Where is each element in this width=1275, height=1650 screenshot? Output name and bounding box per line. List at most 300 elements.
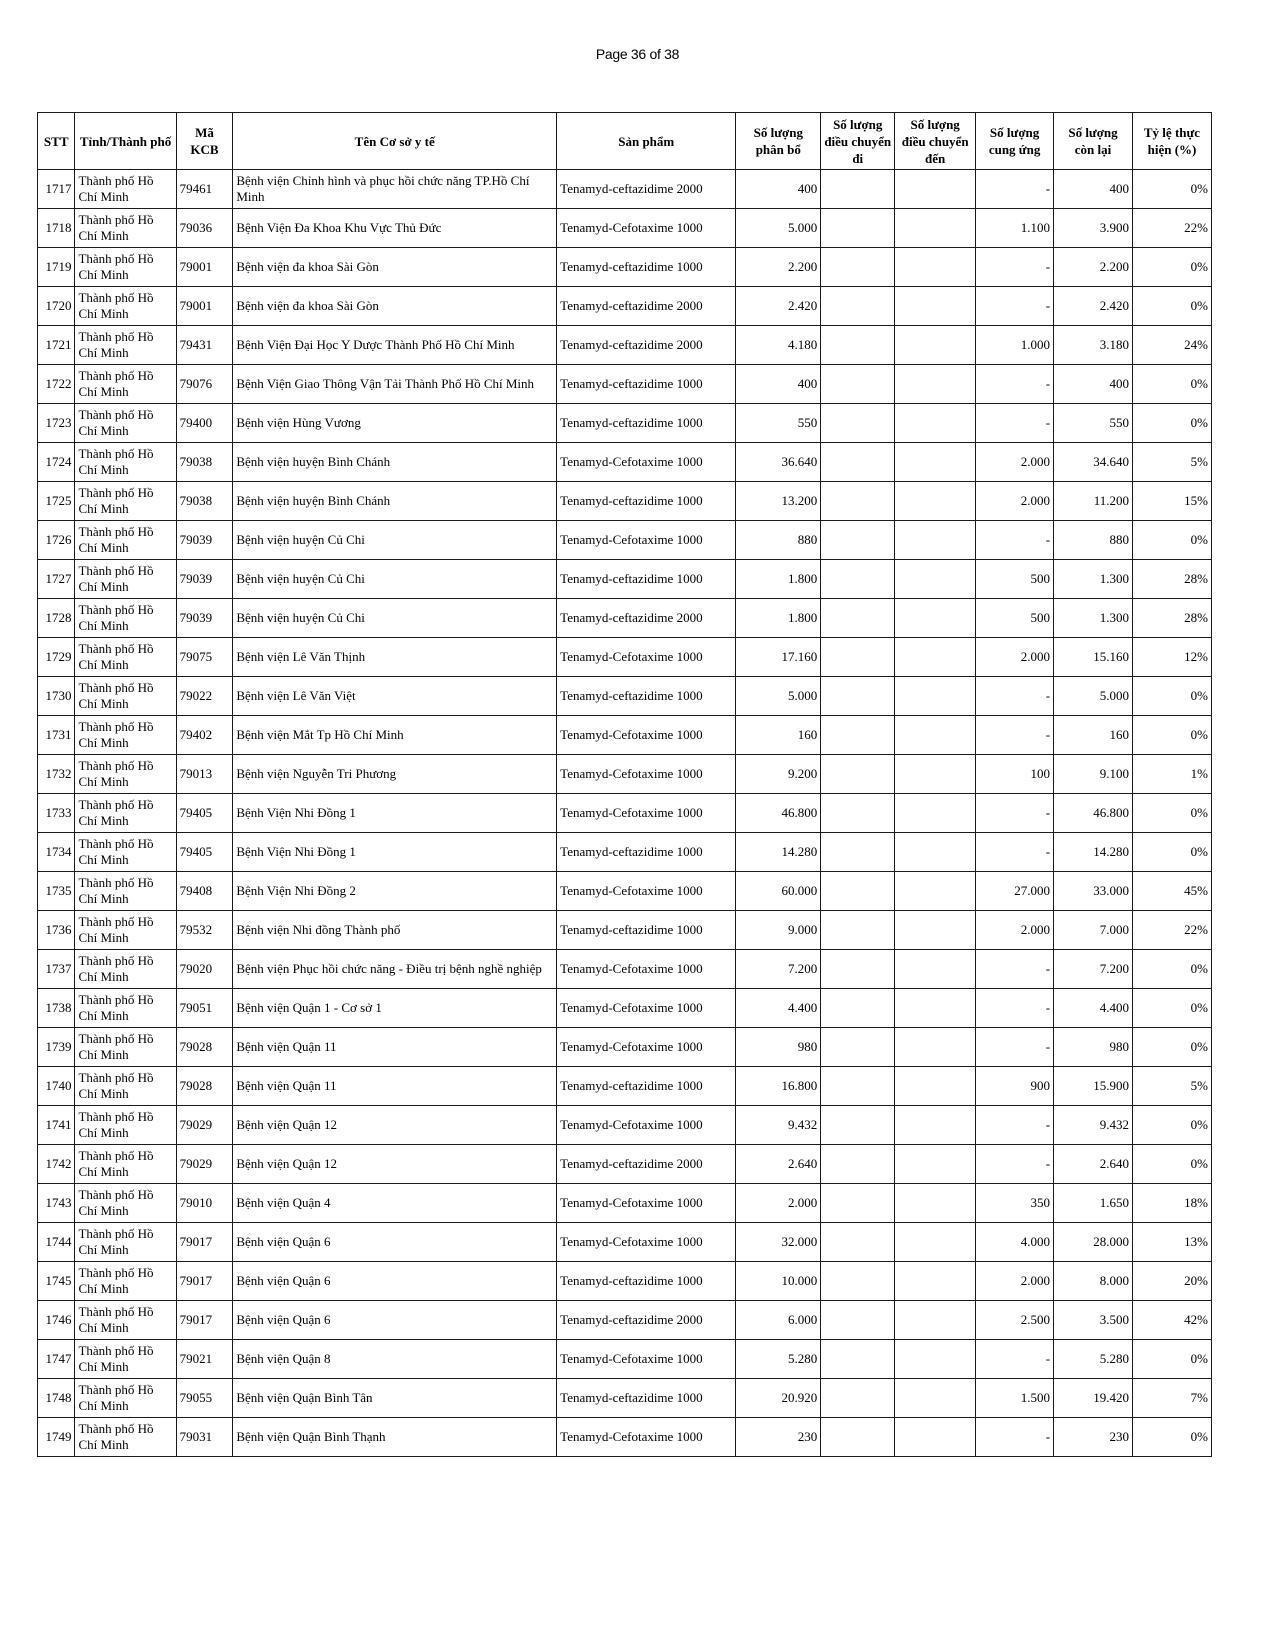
row-remaining: 1.650 xyxy=(1054,1184,1133,1223)
row-transfer-in xyxy=(895,872,976,911)
row-rate: 0% xyxy=(1132,677,1211,716)
row-stt: 1727 xyxy=(38,560,75,599)
table-row xyxy=(38,833,1212,872)
row-facility-name: Bệnh Viện Nhi Đồng 1 xyxy=(233,794,557,833)
row-transfer-out xyxy=(821,1028,895,1067)
row-transfer-out xyxy=(821,404,895,443)
allocation-table xyxy=(37,112,1212,1457)
table-row xyxy=(38,1028,1212,1067)
table-row xyxy=(38,404,1212,443)
row-stt: 1728 xyxy=(38,599,75,638)
row-allocated: 16.800 xyxy=(736,1067,821,1106)
row-transfer-in xyxy=(895,638,976,677)
row-code: 79036 xyxy=(176,209,233,248)
row-facility-name: Bệnh Viện Nhi Đồng 2 xyxy=(233,872,557,911)
row-rate: 0% xyxy=(1132,1106,1211,1145)
table-row xyxy=(38,911,1212,950)
row-rate: 0% xyxy=(1132,1418,1211,1457)
row-province: Thành phố Hồ Chí Minh xyxy=(75,755,176,794)
table-row xyxy=(38,365,1212,404)
row-stt: 1720 xyxy=(38,287,75,326)
table-row xyxy=(38,1340,1212,1379)
row-transfer-out xyxy=(821,521,895,560)
row-supplied: - xyxy=(976,833,1054,872)
row-allocated: 880 xyxy=(736,521,821,560)
row-remaining: 7.200 xyxy=(1054,950,1133,989)
table-row xyxy=(38,677,1212,716)
row-supplied: - xyxy=(976,1145,1054,1184)
row-facility-name: Bệnh viện đa khoa Sài Gòn xyxy=(233,287,557,326)
row-province: Thành phố Hồ Chí Minh xyxy=(75,1262,176,1301)
row-product: Tenamyd-Cefotaxime 1000 xyxy=(557,1340,736,1379)
row-stt: 1723 xyxy=(38,404,75,443)
row-product: Tenamyd-Cefotaxime 1000 xyxy=(557,950,736,989)
table-row xyxy=(38,482,1212,521)
row-stt: 1724 xyxy=(38,443,75,482)
row-remaining: 28.000 xyxy=(1054,1223,1133,1262)
row-supplied: - xyxy=(976,170,1054,209)
row-product: Tenamyd-Cefotaxime 1000 xyxy=(557,716,736,755)
row-facility-name: Bệnh viện Quận 11 xyxy=(233,1028,557,1067)
row-supplied: - xyxy=(976,1418,1054,1457)
row-supplied: 100 xyxy=(976,755,1054,794)
row-allocated: 9.000 xyxy=(736,911,821,950)
row-remaining: 230 xyxy=(1054,1418,1133,1457)
table-row xyxy=(38,1223,1212,1262)
row-rate: 0% xyxy=(1132,404,1211,443)
row-transfer-out xyxy=(821,755,895,794)
row-province: Thành phố Hồ Chí Minh xyxy=(75,170,176,209)
row-supplied: 1.000 xyxy=(976,326,1054,365)
row-transfer-out xyxy=(821,1067,895,1106)
table-row xyxy=(38,1301,1212,1340)
row-allocated: 5.000 xyxy=(736,677,821,716)
row-code: 79408 xyxy=(176,872,233,911)
row-rate: 0% xyxy=(1132,521,1211,560)
row-supplied: 2.000 xyxy=(976,1262,1054,1301)
row-product: Tenamyd-ceftazidime 2000 xyxy=(557,287,736,326)
row-allocated: 5.280 xyxy=(736,1340,821,1379)
row-allocated: 17.160 xyxy=(736,638,821,677)
row-stt: 1721 xyxy=(38,326,75,365)
row-transfer-in xyxy=(895,1418,976,1457)
row-stt: 1744 xyxy=(38,1223,75,1262)
row-stt: 1717 xyxy=(38,170,75,209)
row-transfer-in xyxy=(895,1223,976,1262)
row-transfer-out xyxy=(821,560,895,599)
page-number-label: Page 36 of 38 xyxy=(595,46,680,62)
row-product: Tenamyd-Cefotaxime 1000 xyxy=(557,1418,736,1457)
row-transfer-in xyxy=(895,716,976,755)
row-transfer-in xyxy=(895,326,976,365)
row-province: Thành phố Hồ Chí Minh xyxy=(75,1223,176,1262)
row-remaining: 980 xyxy=(1054,1028,1133,1067)
row-remaining: 33.000 xyxy=(1054,872,1133,911)
row-province: Thành phố Hồ Chí Minh xyxy=(75,833,176,872)
row-province: Thành phố Hồ Chí Minh xyxy=(75,638,176,677)
row-allocated: 160 xyxy=(736,716,821,755)
row-transfer-out xyxy=(821,950,895,989)
row-province: Thành phố Hồ Chí Minh xyxy=(75,209,176,248)
row-remaining: 34.640 xyxy=(1054,443,1133,482)
row-supplied: 350 xyxy=(976,1184,1054,1223)
row-supplied: - xyxy=(976,677,1054,716)
row-province: Thành phố Hồ Chí Minh xyxy=(75,716,176,755)
row-stt: 1731 xyxy=(38,716,75,755)
row-rate: 28% xyxy=(1132,560,1211,599)
row-supplied: - xyxy=(976,404,1054,443)
row-transfer-out xyxy=(821,209,895,248)
row-transfer-in xyxy=(895,599,976,638)
row-rate: 0% xyxy=(1132,833,1211,872)
row-transfer-in xyxy=(895,989,976,1028)
row-province: Thành phố Hồ Chí Minh xyxy=(75,1067,176,1106)
row-facility-name: Bệnh viện Quận 12 xyxy=(233,1145,557,1184)
table-row xyxy=(38,950,1212,989)
table-row xyxy=(38,794,1212,833)
row-rate: 0% xyxy=(1132,170,1211,209)
row-supplied: 1.500 xyxy=(976,1379,1054,1418)
row-supplied: 4.000 xyxy=(976,1223,1054,1262)
row-code: 79021 xyxy=(176,1340,233,1379)
row-allocated: 550 xyxy=(736,404,821,443)
row-code: 79022 xyxy=(176,677,233,716)
table-row xyxy=(38,716,1212,755)
row-facility-name: Bệnh viện đa khoa Sài Gòn xyxy=(233,248,557,287)
row-remaining: 400 xyxy=(1054,170,1133,209)
row-allocated: 9.200 xyxy=(736,755,821,794)
row-rate: 20% xyxy=(1132,1262,1211,1301)
row-remaining: 1.300 xyxy=(1054,599,1133,638)
row-province: Thành phố Hồ Chí Minh xyxy=(75,287,176,326)
row-code: 79461 xyxy=(176,170,233,209)
row-code: 79038 xyxy=(176,482,233,521)
row-allocated: 400 xyxy=(736,170,821,209)
table-row xyxy=(38,1379,1212,1418)
row-remaining: 400 xyxy=(1054,365,1133,404)
row-allocated: 6.000 xyxy=(736,1301,821,1340)
row-facility-name: Bệnh viện Quận 11 xyxy=(233,1067,557,1106)
row-product: Tenamyd-Cefotaxime 1000 xyxy=(557,443,736,482)
row-allocated: 2.200 xyxy=(736,248,821,287)
row-facility-name: Bệnh viện Phục hồi chức năng - Điều trị bệnh nghề nghiệp xyxy=(233,950,557,989)
row-allocated: 980 xyxy=(736,1028,821,1067)
row-supplied: 500 xyxy=(976,599,1054,638)
row-product: Tenamyd-ceftazidime 1000 xyxy=(557,560,736,599)
row-facility-name: Bệnh viện huyện Bình Chánh xyxy=(233,482,557,521)
table-row xyxy=(38,599,1212,638)
row-remaining: 9.432 xyxy=(1054,1106,1133,1145)
row-facility-name: Bệnh Viện Đại Học Y Dược Thành Phố Hồ Chí Minh xyxy=(233,326,557,365)
row-product: Tenamyd-Cefotaxime 1000 xyxy=(557,1223,736,1262)
row-province: Thành phố Hồ Chí Minh xyxy=(75,872,176,911)
row-transfer-in xyxy=(895,404,976,443)
row-facility-name: Bệnh viện Quận 6 xyxy=(233,1223,557,1262)
table-row xyxy=(38,638,1212,677)
column-header-stt: STT xyxy=(38,113,75,170)
row-supplied: 2.000 xyxy=(976,443,1054,482)
row-rate: 15% xyxy=(1132,482,1211,521)
row-province: Thành phố Hồ Chí Minh xyxy=(75,1418,176,1457)
row-allocated: 13.200 xyxy=(736,482,821,521)
row-transfer-in xyxy=(895,794,976,833)
row-allocated: 2.640 xyxy=(736,1145,821,1184)
row-rate: 5% xyxy=(1132,443,1211,482)
row-stt: 1741 xyxy=(38,1106,75,1145)
row-code: 79038 xyxy=(176,443,233,482)
row-transfer-in xyxy=(895,1067,976,1106)
table-row xyxy=(38,1106,1212,1145)
row-allocated: 1.800 xyxy=(736,560,821,599)
row-transfer-in xyxy=(895,209,976,248)
row-transfer-out xyxy=(821,1184,895,1223)
row-stt: 1733 xyxy=(38,794,75,833)
row-code: 79029 xyxy=(176,1145,233,1184)
row-facility-name: Bệnh viện Quận Bình Thạnh xyxy=(233,1418,557,1457)
row-product: Tenamyd-ceftazidime 1000 xyxy=(557,677,736,716)
row-rate: 24% xyxy=(1132,326,1211,365)
row-stt: 1726 xyxy=(38,521,75,560)
row-transfer-out xyxy=(821,248,895,287)
row-code: 79039 xyxy=(176,599,233,638)
row-remaining: 2.640 xyxy=(1054,1145,1133,1184)
row-allocated: 4.400 xyxy=(736,989,821,1028)
table-row xyxy=(38,287,1212,326)
row-code: 79039 xyxy=(176,521,233,560)
row-transfer-out xyxy=(821,833,895,872)
row-allocated: 36.640 xyxy=(736,443,821,482)
column-header-facility: Tên Cơ sở y tế xyxy=(233,113,557,170)
row-facility-name: Bệnh Viện Đa Khoa Khu Vực Thủ Đức xyxy=(233,209,557,248)
row-rate: 22% xyxy=(1132,911,1211,950)
row-facility-name: Bệnh viện Quận 8 xyxy=(233,1340,557,1379)
row-rate: 0% xyxy=(1132,365,1211,404)
row-code: 79001 xyxy=(176,287,233,326)
row-remaining: 46.800 xyxy=(1054,794,1133,833)
row-transfer-out xyxy=(821,638,895,677)
row-transfer-out xyxy=(821,599,895,638)
row-rate: 22% xyxy=(1132,209,1211,248)
row-supplied: - xyxy=(976,794,1054,833)
row-supplied: 27.000 xyxy=(976,872,1054,911)
row-stt: 1725 xyxy=(38,482,75,521)
row-code: 79028 xyxy=(176,1067,233,1106)
row-stt: 1735 xyxy=(38,872,75,911)
row-code: 79075 xyxy=(176,638,233,677)
row-stt: 1729 xyxy=(38,638,75,677)
table-row xyxy=(38,872,1212,911)
row-remaining: 15.900 xyxy=(1054,1067,1133,1106)
row-product: Tenamyd-ceftazidime 1000 xyxy=(557,911,736,950)
row-stt: 1746 xyxy=(38,1301,75,1340)
row-facility-name: Bệnh viện huyện Củ Chi xyxy=(233,521,557,560)
table-row xyxy=(38,521,1212,560)
row-transfer-in xyxy=(895,833,976,872)
row-stt: 1718 xyxy=(38,209,75,248)
row-stt: 1732 xyxy=(38,755,75,794)
row-transfer-out xyxy=(821,287,895,326)
row-stt: 1745 xyxy=(38,1262,75,1301)
row-product: Tenamyd-Cefotaxime 1000 xyxy=(557,755,736,794)
row-facility-name: Bệnh viện Quận Bình Tân xyxy=(233,1379,557,1418)
row-supplied: - xyxy=(976,716,1054,755)
row-province: Thành phố Hồ Chí Minh xyxy=(75,677,176,716)
row-stt: 1742 xyxy=(38,1145,75,1184)
row-product: Tenamyd-ceftazidime 1000 xyxy=(557,833,736,872)
row-facility-name: Bệnh viện huyện Củ Chi xyxy=(233,560,557,599)
column-header-remaining: Số lượng còn lại xyxy=(1054,113,1133,170)
row-transfer-out xyxy=(821,1301,895,1340)
row-province: Thành phố Hồ Chí Minh xyxy=(75,950,176,989)
row-code: 79039 xyxy=(176,560,233,599)
row-rate: 45% xyxy=(1132,872,1211,911)
row-stt: 1734 xyxy=(38,833,75,872)
row-supplied: 2.000 xyxy=(976,482,1054,521)
table-row xyxy=(38,560,1212,599)
row-rate: 1% xyxy=(1132,755,1211,794)
row-transfer-out xyxy=(821,1340,895,1379)
row-supplied: - xyxy=(976,365,1054,404)
row-stt: 1743 xyxy=(38,1184,75,1223)
row-province: Thành phố Hồ Chí Minh xyxy=(75,521,176,560)
row-code: 79017 xyxy=(176,1223,233,1262)
column-header-transfer-in: Số lượng điều chuyển đến xyxy=(895,113,976,170)
row-rate: 13% xyxy=(1132,1223,1211,1262)
row-allocated: 60.000 xyxy=(736,872,821,911)
row-supplied: 1.100 xyxy=(976,209,1054,248)
row-product: Tenamyd-Cefotaxime 1000 xyxy=(557,209,736,248)
row-stt: 1749 xyxy=(38,1418,75,1457)
row-stt: 1738 xyxy=(38,989,75,1028)
table-row xyxy=(38,170,1212,209)
row-transfer-in xyxy=(895,560,976,599)
row-rate: 5% xyxy=(1132,1067,1211,1106)
row-facility-name: Bệnh viện Chỉnh hình và phục hồi chức năng TP.Hồ Chí Minh xyxy=(233,170,557,209)
row-remaining: 3.900 xyxy=(1054,209,1133,248)
column-header-product: Sản phẩm xyxy=(557,113,736,170)
row-province: Thành phố Hồ Chí Minh xyxy=(75,794,176,833)
row-product: Tenamyd-Cefotaxime 1000 xyxy=(557,872,736,911)
table-row xyxy=(38,326,1212,365)
row-rate: 0% xyxy=(1132,950,1211,989)
row-transfer-out xyxy=(821,1223,895,1262)
row-remaining: 5.000 xyxy=(1054,677,1133,716)
row-remaining: 550 xyxy=(1054,404,1133,443)
row-code: 79400 xyxy=(176,404,233,443)
row-transfer-in xyxy=(895,170,976,209)
table-row xyxy=(38,755,1212,794)
row-remaining: 1.300 xyxy=(1054,560,1133,599)
row-allocated: 2.420 xyxy=(736,287,821,326)
row-transfer-out xyxy=(821,872,895,911)
table-row xyxy=(38,1067,1212,1106)
row-product: Tenamyd-ceftazidime 2000 xyxy=(557,599,736,638)
table-row xyxy=(38,1418,1212,1457)
row-transfer-in xyxy=(895,365,976,404)
row-remaining: 5.280 xyxy=(1054,1340,1133,1379)
row-code: 79010 xyxy=(176,1184,233,1223)
row-facility-name: Bệnh viện Quận 6 xyxy=(233,1301,557,1340)
row-transfer-out xyxy=(821,170,895,209)
row-allocated: 9.432 xyxy=(736,1106,821,1145)
row-product: Tenamyd-ceftazidime 2000 xyxy=(557,170,736,209)
table-body xyxy=(38,170,1212,1457)
row-transfer-out xyxy=(821,326,895,365)
row-rate: 18% xyxy=(1132,1184,1211,1223)
row-province: Thành phố Hồ Chí Minh xyxy=(75,365,176,404)
row-facility-name: Bệnh viện Quận 4 xyxy=(233,1184,557,1223)
row-supplied: - xyxy=(976,989,1054,1028)
row-supplied: - xyxy=(976,521,1054,560)
row-remaining: 880 xyxy=(1054,521,1133,560)
row-product: Tenamyd-ceftazidime 1000 xyxy=(557,482,736,521)
row-transfer-out xyxy=(821,482,895,521)
row-code: 79017 xyxy=(176,1262,233,1301)
row-code: 79028 xyxy=(176,1028,233,1067)
row-allocated: 46.800 xyxy=(736,794,821,833)
row-facility-name: Bệnh viện Mắt Tp Hồ Chí Minh xyxy=(233,716,557,755)
row-province: Thành phố Hồ Chí Minh xyxy=(75,1145,176,1184)
row-product: Tenamyd-Cefotaxime 1000 xyxy=(557,1106,736,1145)
row-province: Thành phố Hồ Chí Minh xyxy=(75,989,176,1028)
row-transfer-in xyxy=(895,1379,976,1418)
row-remaining: 160 xyxy=(1054,716,1133,755)
row-code: 79076 xyxy=(176,365,233,404)
row-code: 79402 xyxy=(176,716,233,755)
row-remaining: 8.000 xyxy=(1054,1262,1133,1301)
row-rate: 42% xyxy=(1132,1301,1211,1340)
row-allocated: 230 xyxy=(736,1418,821,1457)
row-rate: 7% xyxy=(1132,1379,1211,1418)
row-province: Thành phố Hồ Chí Minh xyxy=(75,560,176,599)
row-province: Thành phố Hồ Chí Minh xyxy=(75,404,176,443)
row-code: 79532 xyxy=(176,911,233,950)
row-allocated: 10.000 xyxy=(736,1262,821,1301)
row-code: 79405 xyxy=(176,833,233,872)
row-code: 79020 xyxy=(176,950,233,989)
row-product: Tenamyd-Cefotaxime 1000 xyxy=(557,1184,736,1223)
row-transfer-in xyxy=(895,911,976,950)
row-province: Thành phố Hồ Chí Minh xyxy=(75,443,176,482)
row-facility-name: Bệnh viện Hùng Vương xyxy=(233,404,557,443)
row-rate: 28% xyxy=(1132,599,1211,638)
row-transfer-out xyxy=(821,716,895,755)
row-supplied: 2.500 xyxy=(976,1301,1054,1340)
row-supplied: - xyxy=(976,287,1054,326)
row-product: Tenamyd-ceftazidime 2000 xyxy=(557,1301,736,1340)
row-province: Thành phố Hồ Chí Minh xyxy=(75,599,176,638)
row-rate: 0% xyxy=(1132,287,1211,326)
row-remaining: 4.400 xyxy=(1054,989,1133,1028)
row-remaining: 11.200 xyxy=(1054,482,1133,521)
row-transfer-out xyxy=(821,677,895,716)
row-product: Tenamyd-Cefotaxime 1000 xyxy=(557,794,736,833)
table-row xyxy=(38,1145,1212,1184)
column-header-rate: Tỷ lệ thực hiện (%) xyxy=(1132,113,1211,170)
row-rate: 0% xyxy=(1132,1145,1211,1184)
row-transfer-out xyxy=(821,1262,895,1301)
row-rate: 0% xyxy=(1132,794,1211,833)
row-code: 79013 xyxy=(176,755,233,794)
row-supplied: - xyxy=(976,950,1054,989)
row-stt: 1737 xyxy=(38,950,75,989)
row-product: Tenamyd-Cefotaxime 1000 xyxy=(557,638,736,677)
row-rate: 0% xyxy=(1132,1340,1211,1379)
row-supplied: 2.000 xyxy=(976,638,1054,677)
row-stt: 1719 xyxy=(38,248,75,287)
row-stt: 1748 xyxy=(38,1379,75,1418)
row-province: Thành phố Hồ Chí Minh xyxy=(75,326,176,365)
